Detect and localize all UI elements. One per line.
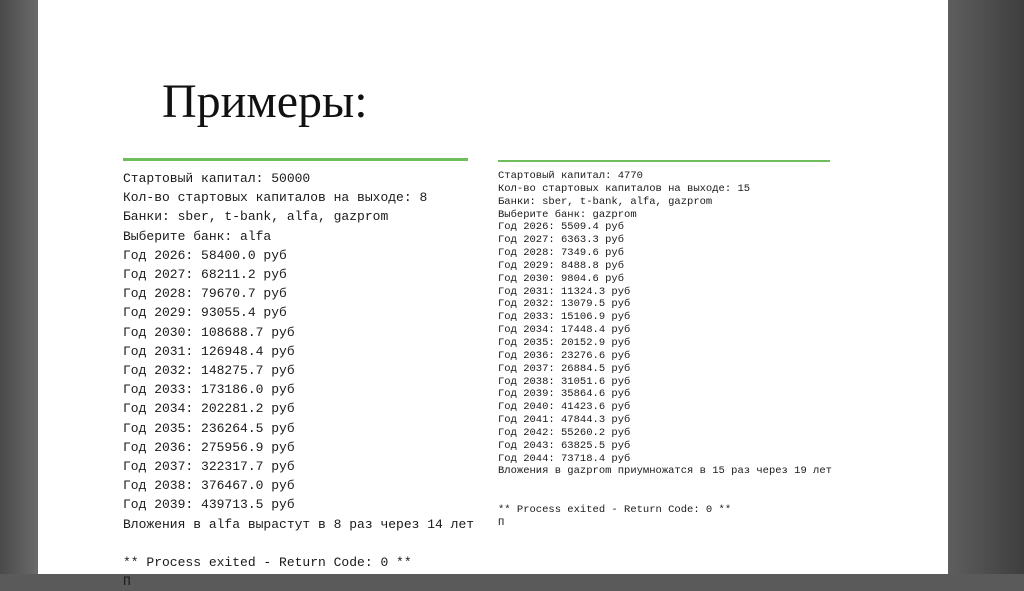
console-line: Год 2042: 55260.2 руб	[498, 426, 631, 439]
console-line: Выберите банк: gazprom	[498, 208, 637, 221]
console-line: Кол-во стартовых капиталов на выходе: 8	[123, 190, 428, 206]
console-line: Год 2040: 41423.6 руб	[498, 401, 631, 414]
console-lines	[498, 170, 830, 478]
console-line: Год 2033: 173186.0 руб	[123, 382, 295, 398]
console-line: Год 2035: 20152.9 руб	[498, 336, 631, 349]
console-cursor: П	[498, 516, 505, 529]
console-line: Год 2039: 439713.5 руб	[123, 497, 295, 513]
console-cursor: П	[123, 574, 131, 590]
console-line: Год 2029: 8488.8 руб	[498, 259, 625, 272]
presentation-background-right	[948, 0, 1024, 574]
console-line: Год 2037: 26884.5 руб	[498, 362, 631, 375]
console-line: Вложения в alfa вырастут в 8 раз через 14 лет	[123, 516, 475, 532]
console-line: Год 2028: 7349.6 руб	[498, 247, 625, 260]
console-line: Кол-во стартовых капиталов на выходе: 15	[498, 182, 751, 195]
process-exit-line: ** Process exited - Return Code: 0 **	[123, 555, 412, 571]
console-line: Год 2034: 17448.4 руб	[498, 324, 631, 337]
console-line: Год 2033: 15106.9 руб	[498, 311, 631, 324]
console-line: Год 2031: 11324.3 руб	[498, 285, 631, 298]
console-lines	[123, 169, 475, 534]
console-line: Стартовый капитал: 4770	[498, 170, 643, 182]
console-line: Год 2043: 63825.5 руб	[498, 439, 631, 452]
console-line: Банки: sber, t-bank, alfa, gazprom	[498, 195, 713, 208]
console-output-left	[123, 158, 475, 591]
console-accent-bar	[498, 160, 830, 162]
console-line: Год 2027: 68211.2 руб	[123, 267, 287, 283]
console-line: Год 2027: 6363.3 руб	[498, 234, 625, 247]
console-line: Год 2038: 376467.0 руб	[123, 478, 295, 494]
console-output-right	[498, 160, 830, 530]
console-line: Год 2037: 322317.7 руб	[123, 459, 295, 475]
console-line: Выберите банк: alfa	[123, 228, 272, 244]
console-line: Год 2039: 35864.6 руб	[498, 388, 631, 401]
console-line: Год 2026: 58400.0 руб	[123, 247, 287, 263]
console-line: Год 2030: 9804.6 руб	[498, 272, 625, 285]
console-line: Год 2044: 73718.4 руб	[498, 452, 631, 465]
console-line: Год 2031: 126948.4 руб	[123, 343, 295, 359]
console-line: Стартовый капитал: 50000	[123, 171, 311, 186]
console-line: Год 2032: 13079.5 руб	[498, 298, 631, 311]
console-line: Год 2032: 148275.7 руб	[123, 363, 295, 379]
console-line: Вложения в gazprom приумножатся в 15 раз через 19 лет	[498, 465, 832, 478]
console-line: Год 2038: 31051.6 руб	[498, 375, 631, 388]
console-line: Год 2030: 108688.7 руб	[123, 324, 295, 340]
slide	[38, 0, 948, 590]
presentation-background-left	[0, 0, 38, 574]
slide-title: Примеры:	[162, 75, 368, 128]
console-line: Год 2036: 23276.6 руб	[498, 349, 631, 362]
console-line: Год 2029: 93055.4 руб	[123, 305, 287, 321]
console-line: Год 2028: 79670.7 руб	[123, 286, 287, 302]
console-accent-bar	[123, 158, 468, 161]
console-line: Год 2034: 202281.2 руб	[123, 401, 295, 417]
process-exit-line: ** Process exited - Return Code: 0 **	[498, 503, 732, 516]
console-line: Год 2035: 236264.5 руб	[123, 420, 295, 436]
console-line: Банки: sber, t-bank, alfa, gazprom	[123, 209, 389, 225]
console-line: Год 2026: 5509.4 руб	[498, 221, 625, 234]
console-line: Год 2036: 275956.9 руб	[123, 439, 295, 455]
console-line: Год 2041: 47844.3 руб	[498, 414, 631, 427]
